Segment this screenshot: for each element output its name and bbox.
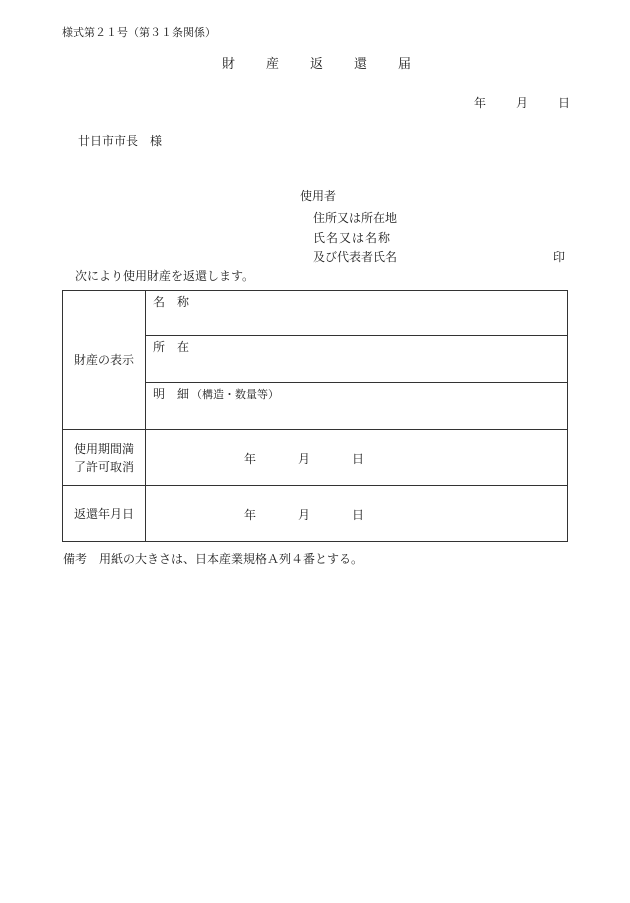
date-month: 月 (516, 96, 529, 110)
property-return-table (62, 290, 568, 542)
property-location-cell (146, 336, 568, 383)
title-char: 産 (266, 57, 281, 72)
property-detail-cell (146, 383, 568, 430)
property-detail-label: 明 細 (153, 387, 190, 401)
property-detail-note: （構造・数量等） (191, 388, 280, 401)
remark: 備考 用紙の大きさは、日本産業規格Ａ列４番とする。 (63, 552, 364, 566)
date-day: 日 (352, 452, 365, 466)
table-row (63, 486, 568, 542)
title-char: 財 (222, 57, 237, 72)
date-month: 月 (298, 508, 311, 522)
property-header: 財産の表示 (63, 291, 146, 430)
intro-text: 次により使用財産を返還します。 (75, 269, 255, 283)
date-year: 年 (474, 96, 487, 110)
return-date (146, 486, 568, 542)
date-day: 日 (558, 96, 571, 110)
representative-name-label: 及び代表者氏名 (313, 250, 398, 264)
table-row (63, 291, 568, 336)
title-char: 返 (310, 57, 325, 72)
addressee: 廿日市市長 様 (78, 134, 163, 148)
date-year: 年 (244, 452, 257, 466)
period-end-date (146, 430, 568, 486)
applicant-name-label: 氏名又は名称 (313, 231, 392, 245)
date-year: 年 (244, 508, 257, 522)
applicant-address-label: 住所又は所在地 (313, 211, 398, 225)
seal-mark: 印 (553, 250, 566, 264)
title-char: 還 (354, 57, 369, 72)
document-title (222, 53, 442, 72)
property-location-label: 所 在 (153, 340, 190, 354)
property-name-label: 名 称 (153, 295, 190, 309)
period-header-line: 使用期間満 (73, 441, 134, 456)
property-name-cell (146, 291, 568, 336)
period-end-header (63, 430, 146, 486)
date-day: 日 (352, 508, 365, 522)
table-row (63, 430, 568, 486)
submission-date (474, 94, 570, 111)
title-char: 届 (398, 57, 413, 72)
form-number: 様式第２１号（第３１条関係） (62, 26, 216, 39)
return-date-header: 返還年月日 (63, 486, 146, 542)
applicant-label: 使用者 (300, 189, 337, 203)
period-header-line: 了許可取消 (73, 459, 134, 474)
date-month: 月 (298, 452, 311, 466)
